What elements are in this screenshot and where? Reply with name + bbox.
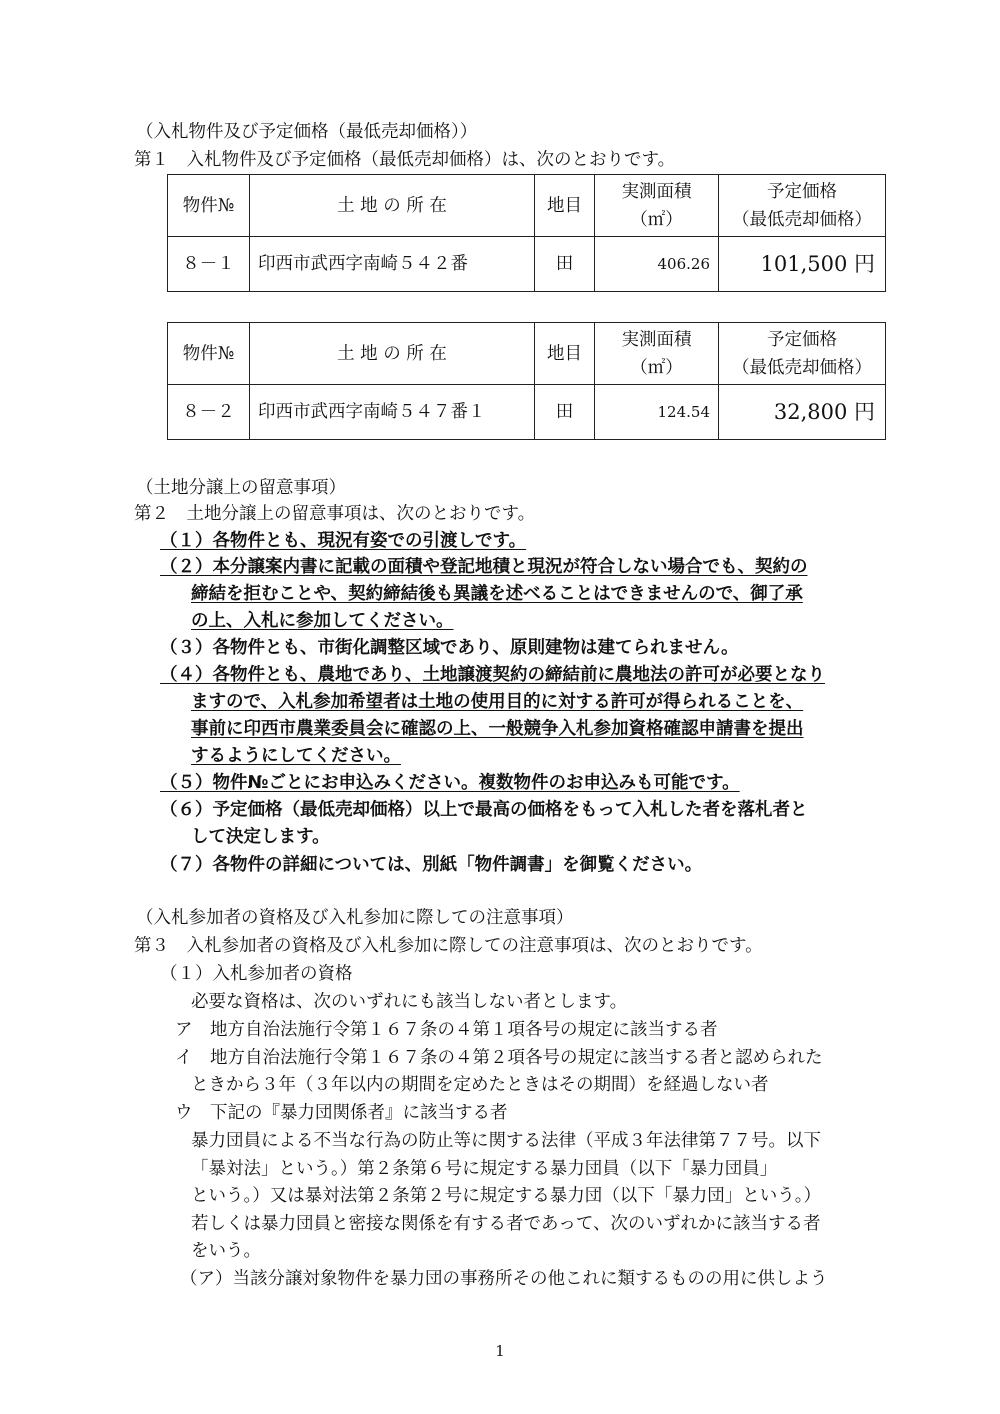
item-i-line-2: ときから３年（３年以内の期間を定めたときはその期間）を経過しない者 bbox=[191, 1075, 769, 1095]
cell-category: 田 bbox=[535, 385, 595, 440]
item-a: ア 地方自治法施行令第１６７条の４第１項各号の規定に該当する者 bbox=[175, 1020, 718, 1040]
cell-no: ８－２ bbox=[168, 385, 250, 440]
cell-price: 32,800 円 bbox=[719, 385, 886, 440]
header-area: 実測面積 （㎡） bbox=[595, 175, 719, 237]
definition-line-1: 暴力団員による不当な行為の防止等に関する法律（平成３年法律第７７号。以下 bbox=[191, 1131, 821, 1151]
item-5: （５）物件№ごとにお申込みください。複数物件のお申込みも可能です。 bbox=[160, 773, 740, 793]
item-i-line-1: イ 地方自治法施行令第１６７条の４第２項各号の規定に該当する者と認められた bbox=[175, 1048, 823, 1068]
section3-intro: 必要な資格は、次のいずれにも該当しない者とします。 bbox=[191, 992, 628, 1012]
section1-heading: （入札物件及び予定価格（最低売却価格）） bbox=[136, 122, 478, 142]
definition-line-3: という。）又は暴対法第２条第２号に規定する暴力団（以下「暴力団」という。） bbox=[191, 1186, 821, 1206]
item-u: ウ 下記の『暴力団関係者』に該当する者 bbox=[175, 1103, 508, 1123]
section1-text: 第１ 入札物件及び予定価格（最低売却価格）は、次のとおりです。 bbox=[134, 150, 676, 170]
table-header-row bbox=[168, 323, 886, 385]
item-4-line-4: するようにしてください。 bbox=[191, 746, 401, 766]
item-6-line-1: （６）予定価格（最低売却価格）以上で最高の価格をもって入札した者を落札者と bbox=[160, 800, 808, 820]
cell-location: 印西市武西字南崎５４７番１ bbox=[250, 385, 535, 440]
definition-line-4: 若しくは暴力団員と密接な関係を有する者であって、次のいずれかに該当する者 bbox=[191, 1214, 821, 1234]
cell-category: 田 bbox=[535, 237, 595, 292]
definition-line-2: 「暴対法」という。）第２条第６号に規定する暴力団員（以下「暴力団員」 bbox=[191, 1159, 778, 1179]
header-area: 実測面積 （㎡） bbox=[595, 323, 719, 385]
cell-area: 124.54 bbox=[595, 385, 719, 440]
item-4-line-1: （４）各物件とも、農地であり、土地譲渡契約の締結前に農地法の許可が必要となり bbox=[160, 665, 825, 685]
item-4-line-3: 事前に印西市農業委員会に確認の上、一般競争入札参加資格確認申請書を提出 bbox=[191, 719, 804, 739]
definition-line-5: をいう。 bbox=[191, 1241, 261, 1261]
header-category: 地目 bbox=[535, 175, 595, 237]
header-location: 土 地 の 所 在 bbox=[250, 323, 535, 385]
cell-location: 印西市武西字南崎５４２番 bbox=[250, 237, 535, 292]
header-category: 地目 bbox=[535, 323, 595, 385]
header-no: 物件№ bbox=[168, 175, 250, 237]
table-header-row bbox=[168, 175, 886, 237]
section2-heading: （土地分譲上の留意事項） bbox=[136, 478, 346, 498]
item-2-line-2: 締結を拒むことや、契約締結後も異議を述べることはできませんので、御了承 bbox=[191, 584, 803, 604]
item-2-line-1: （２）本分譲案内書に記載の面積や登記地積と現況が符合しない場合でも、契約の bbox=[160, 557, 808, 577]
table-row bbox=[168, 237, 886, 292]
cell-area: 406.26 bbox=[595, 237, 719, 292]
item-3: （３）各物件とも、市街化調整区域であり、原則建物は建てられません。 bbox=[160, 638, 739, 658]
header-price: 予定価格 （最低売却価格） bbox=[719, 175, 886, 237]
cell-price: 101,500 円 bbox=[719, 237, 886, 292]
property-table-1 bbox=[167, 174, 886, 292]
section3-text: 第３ 入札参加者の資格及び入札参加に際しての注意事項は、次のとおりです。 bbox=[134, 936, 763, 956]
item-4-line-2: ますので、入札参加希望者は土地の使用目的に対する許可が得られることを、 bbox=[191, 692, 804, 712]
sub-item-a: （ア）当該分譲対象物件を暴力団の事務所その他これに類するものの用に供しよう bbox=[180, 1269, 828, 1289]
item-7: （７）各物件の詳細については、別紙「物件調書」を御覧ください。 bbox=[160, 855, 703, 875]
item-2-line-3: の上、入札に参加してください。 bbox=[191, 611, 454, 631]
section2-text: 第２ 土地分譲上の留意事項は、次のとおりです。 bbox=[134, 504, 536, 524]
header-price: 予定価格 （最低売却価格） bbox=[719, 323, 886, 385]
header-no: 物件№ bbox=[168, 323, 250, 385]
cell-no: ８－１ bbox=[168, 237, 250, 292]
property-table-2 bbox=[167, 322, 886, 440]
item-1: （１）各物件とも、現況有姿での引渡しです。 bbox=[160, 531, 527, 551]
section3-heading: （入札参加者の資格及び入札参加に際しての注意事項） bbox=[136, 908, 574, 928]
item-6-line-2: して決定します。 bbox=[191, 827, 330, 847]
table-row bbox=[168, 385, 886, 440]
header-location: 土 地 の 所 在 bbox=[250, 175, 535, 237]
page-number: 1 bbox=[495, 1342, 505, 1360]
section3-sub1: （１）入札参加者の資格 bbox=[160, 964, 353, 984]
